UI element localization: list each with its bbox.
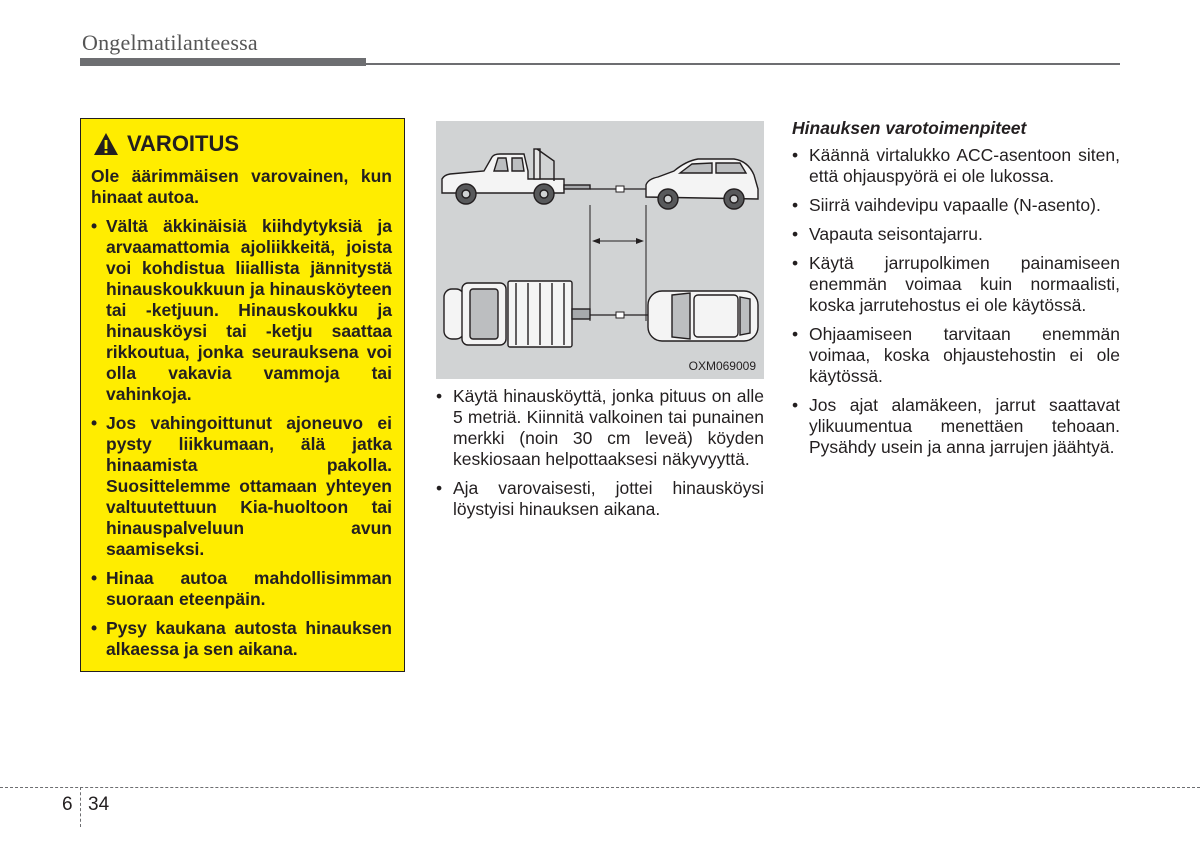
list-item: • Vapauta seisontajarru. <box>792 224 983 244</box>
footer-divider <box>80 787 81 827</box>
header-rule-thick <box>80 58 366 66</box>
section-heading: Hinauksen varotoimenpiteet <box>792 118 1027 138</box>
tow-truck-side-icon <box>442 149 590 204</box>
list-item: • Siirrä vaihdevipu vapaalle (N-asento). <box>792 195 1101 215</box>
warning-triangle-icon <box>93 132 119 156</box>
warning-item: • Pysy kaukana autosta hinauksen alkaessa ja sen aikana. <box>91 618 392 659</box>
warning-heading <box>93 131 392 157</box>
footer-rule <box>0 787 1200 788</box>
warning-item: • Jos vahingoittunut ajoneuvo ei pysty liikkumaan, älä jatka hinaamista pakolla. Suosittelemme ottamaan yhteyen valtuutettuun Kia-huoltoon tai hinauspalveluun avun saamiseksi. <box>91 413 392 559</box>
warning-item: • Hinaa autoa mahdollisimman suoraan eteenpäin. <box>91 568 392 609</box>
list-item: • Aja varovaisesti, jottei hinausköysi löystyisi hinauksen aikana. <box>436 478 764 519</box>
header-rule-thin <box>366 63 1120 65</box>
rope-marker-top <box>616 312 624 318</box>
running-header: Ongelmatilanteessa <box>82 30 258 55</box>
warning-item: • Vältä äkkinäisiä kiihdytyksiä ja arvaamattomia ajoliikkeitä, joista voi kohdistua liiallista jännitystä hinauskoukkuun ja hinausköyteen tai -ketjuun. Hinauskoukku ja hinausköysi tai -ketju saattaa rikkoutua, jonka seurauksena voi olla vakavia vammoja tai vahinkoja. <box>91 216 392 404</box>
list-item: • Käytä jarrupolkimen painamiseen enemmän voimaa kuin normaalisti, koska jarrutehostus ei ole käytössä. <box>792 253 1120 315</box>
figure-code: OXM069009 <box>688 359 756 373</box>
list-item: • Ohjaamiseen tarvitaan enemmän voimaa, koska ohjaustehostin ei ole käytössä. <box>792 324 1120 386</box>
tow-truck-top-icon <box>444 281 590 347</box>
towing-diagram <box>436 121 764 379</box>
list-item: • Käytä hinausköyttä, jonka pituus on alle 5 metriä. Kiinnitä valkoinen tai punainen merkki (noin 30 cm leveä) köyden keskiosaan helpottaaksesi näkyvyyttä. <box>436 386 764 469</box>
rope-marker-side <box>616 186 624 192</box>
towing-illustration <box>436 121 764 379</box>
list-item: • Jos ajat alamäkeen, jarrut saattavat ylikuumentua menettäen tehoaan. Pysähdy usein ja anna jarrujen jäähtyä. <box>792 395 1120 457</box>
list-item: • Käännä virtalukko ACC-asentoon siten, että ohjauspyörä ei ole lukossa. <box>792 145 1120 186</box>
chapter-number: 6 <box>62 794 73 815</box>
towing-precautions <box>792 118 1120 466</box>
suv-side-icon <box>646 159 758 209</box>
warning-title: VAROITUS <box>127 131 240 156</box>
warning-lead: Ole äärimmäisen varovainen, kun hinaat autoa. <box>91 166 392 207</box>
warning-list <box>91 216 392 660</box>
towing-rope-instructions <box>436 386 764 528</box>
suv-top-icon <box>648 291 758 341</box>
page-number: 34 <box>88 794 110 815</box>
warning-box <box>80 118 405 672</box>
